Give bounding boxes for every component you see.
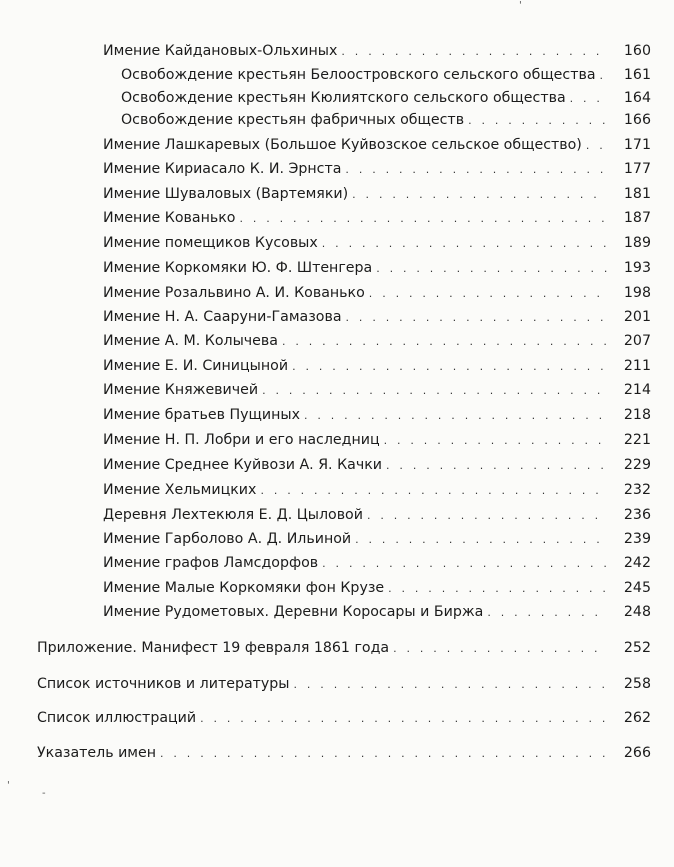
toc-entry [121, 89, 651, 108]
toc-entry-page: 171 [623, 137, 651, 153]
dot-leader [487, 604, 607, 622]
toc-entry-page: 221 [623, 432, 651, 448]
toc-entry [103, 431, 651, 450]
dot-leader [260, 482, 607, 500]
dot-leader [239, 210, 607, 228]
toc-entry-page: 161 [623, 67, 651, 83]
dot-leader [160, 745, 607, 763]
toc-entry-title: Имение графов Ламсдорфов [103, 555, 319, 571]
dot-leader [376, 260, 607, 278]
toc-entry [37, 675, 651, 694]
dot-leader [322, 235, 607, 253]
toc-entry-page: 245 [623, 580, 651, 596]
toc-entry [103, 530, 651, 549]
toc-entry-page: 242 [623, 555, 651, 571]
toc-entry-page: 266 [623, 745, 651, 761]
dot-leader [294, 676, 607, 694]
dot-leader [468, 112, 607, 130]
toc-entry-page: 248 [623, 604, 651, 620]
toc-entry [103, 603, 651, 622]
toc-entry-page: 201 [623, 309, 651, 325]
toc-entry-page: 193 [623, 260, 651, 276]
toc-entry-page: 164 [623, 90, 651, 106]
dot-leader [341, 43, 607, 61]
toc-entry [103, 554, 651, 573]
toc-entry-page: 218 [623, 407, 651, 423]
dot-leader [386, 457, 607, 475]
toc-entry [103, 42, 651, 61]
toc-entry-title: Имение Е. И. Синицыной [103, 358, 289, 374]
print-speck: ' [519, 0, 522, 11]
toc-entry [121, 66, 651, 85]
toc-entry-title: Имение помещиков Кусовых [103, 235, 318, 251]
dot-leader [322, 555, 607, 573]
toc-entry-title: Деревня Лехтекюля Е. Д. Цыловой [103, 507, 363, 523]
toc-entry [103, 579, 651, 598]
toc-entry [103, 234, 651, 253]
dot-leader [393, 640, 607, 658]
dot-leader [282, 333, 607, 351]
toc-entry-title: Имение Хельмицких [103, 482, 257, 498]
dot-leader [345, 161, 607, 179]
toc-entry-page: 177 [623, 161, 651, 177]
toc-entry-title: Имение А. М. Колычева [103, 333, 278, 349]
toc-entry-page: 187 [623, 210, 651, 226]
toc-entry [103, 332, 651, 351]
toc-entry [121, 111, 651, 130]
dot-leader [346, 309, 607, 327]
toc-entry-title: Имение Лашкаревых (Большое Куйвозское сельское общество) [103, 137, 582, 153]
toc-entry-page: 262 [623, 710, 651, 726]
toc-entry-page: 181 [623, 186, 651, 202]
toc-entry-title: Имение братьев Пущиных [103, 407, 300, 423]
toc-entry-page: 236 [623, 507, 651, 523]
toc-entry-title: Имение Малые Коркомяки фон Крузе [103, 580, 385, 596]
toc-entry-title: Имение Н. П. Лобри и его наследниц [103, 432, 380, 448]
toc-entry [103, 209, 651, 228]
toc-entry [37, 744, 651, 763]
toc-entry [103, 259, 651, 278]
toc-entry-title: Имение Розальвино А. И. Кованько [103, 285, 365, 301]
print-speck: - [42, 788, 46, 799]
toc-entry [103, 308, 651, 327]
dot-leader [262, 382, 607, 400]
toc-entry-page: 189 [623, 235, 651, 251]
toc-entry-page: 232 [623, 482, 651, 498]
toc-entry-title: Освобождение крестьян Кюлиятского сельского общества [121, 90, 566, 106]
toc-entry-title: Приложение. Манифест 19 февраля 1861 года [37, 640, 390, 656]
toc-entry [103, 506, 651, 525]
toc-entry-title: Указатель имен [37, 745, 157, 761]
toc-entry [103, 381, 651, 400]
dot-leader [369, 285, 607, 303]
toc-entry-page: 160 [623, 43, 651, 59]
toc-entry [103, 406, 651, 425]
dot-leader [570, 90, 607, 108]
toc-entry-title: Имение Н. А. Сааруни-Гамазова [103, 309, 342, 325]
dot-leader [600, 67, 607, 85]
toc-entry [103, 456, 651, 475]
toc-entry-page: 239 [623, 531, 651, 547]
toc-entry-page: 252 [623, 640, 651, 656]
dot-leader [292, 358, 607, 376]
toc-entry-title: Имение Кириасало К. И. Эрнста [103, 161, 342, 177]
toc-entry [103, 136, 651, 155]
print-speck: ' [7, 780, 10, 791]
dot-leader [367, 507, 607, 525]
toc-entry-title: Список иллюстраций [37, 710, 197, 726]
toc-entry-page: 166 [623, 112, 651, 128]
dot-leader [352, 186, 607, 204]
dot-leader [304, 407, 607, 425]
toc-entry-title: Имение Среднее Куйвози А. Я. Качки [103, 457, 383, 473]
toc-entry-title: Имение Гарболово А. Д. Ильиной [103, 531, 352, 547]
toc-entry [103, 284, 651, 303]
toc-entry-title: Имение Кайдановых-Ольхиных [103, 43, 338, 59]
dot-leader [200, 710, 607, 728]
toc-entry-title: Имение Княжевичей [103, 382, 259, 398]
toc-entry-page: 258 [623, 676, 651, 692]
toc-entry [37, 639, 651, 658]
toc-entry [103, 357, 651, 376]
toc-entry [103, 160, 651, 179]
toc-entry-title: Имение Кованько [103, 210, 236, 226]
toc-entry-page: 229 [623, 457, 651, 473]
toc-entry-page: 214 [623, 382, 651, 398]
toc-entry-title: Освобождение крестьян Белоостровского сельского общества [121, 67, 596, 83]
toc-entry [103, 481, 651, 500]
toc-entry-title: Освобождение крестьян фабричных обществ [121, 112, 465, 128]
toc-entry [37, 709, 651, 728]
toc-entry-page: 211 [623, 358, 651, 374]
dot-leader [384, 432, 607, 450]
toc-entry-title: Имение Коркомяки Ю. Ф. Штенгера [103, 260, 373, 276]
toc-entry-page: 198 [623, 285, 651, 301]
toc-entry-page: 207 [623, 333, 651, 349]
toc-entry-title: Имение Рудометовых. Деревни Коросары и Биржа [103, 604, 484, 620]
dot-leader [355, 531, 607, 549]
toc-entry-title: Имение Шуваловых (Вартемяки) [103, 186, 349, 202]
dot-leader [388, 580, 607, 598]
toc-entry [103, 185, 651, 204]
dot-leader [586, 137, 607, 155]
toc-entry-title: Список источников и литературы [37, 676, 290, 692]
